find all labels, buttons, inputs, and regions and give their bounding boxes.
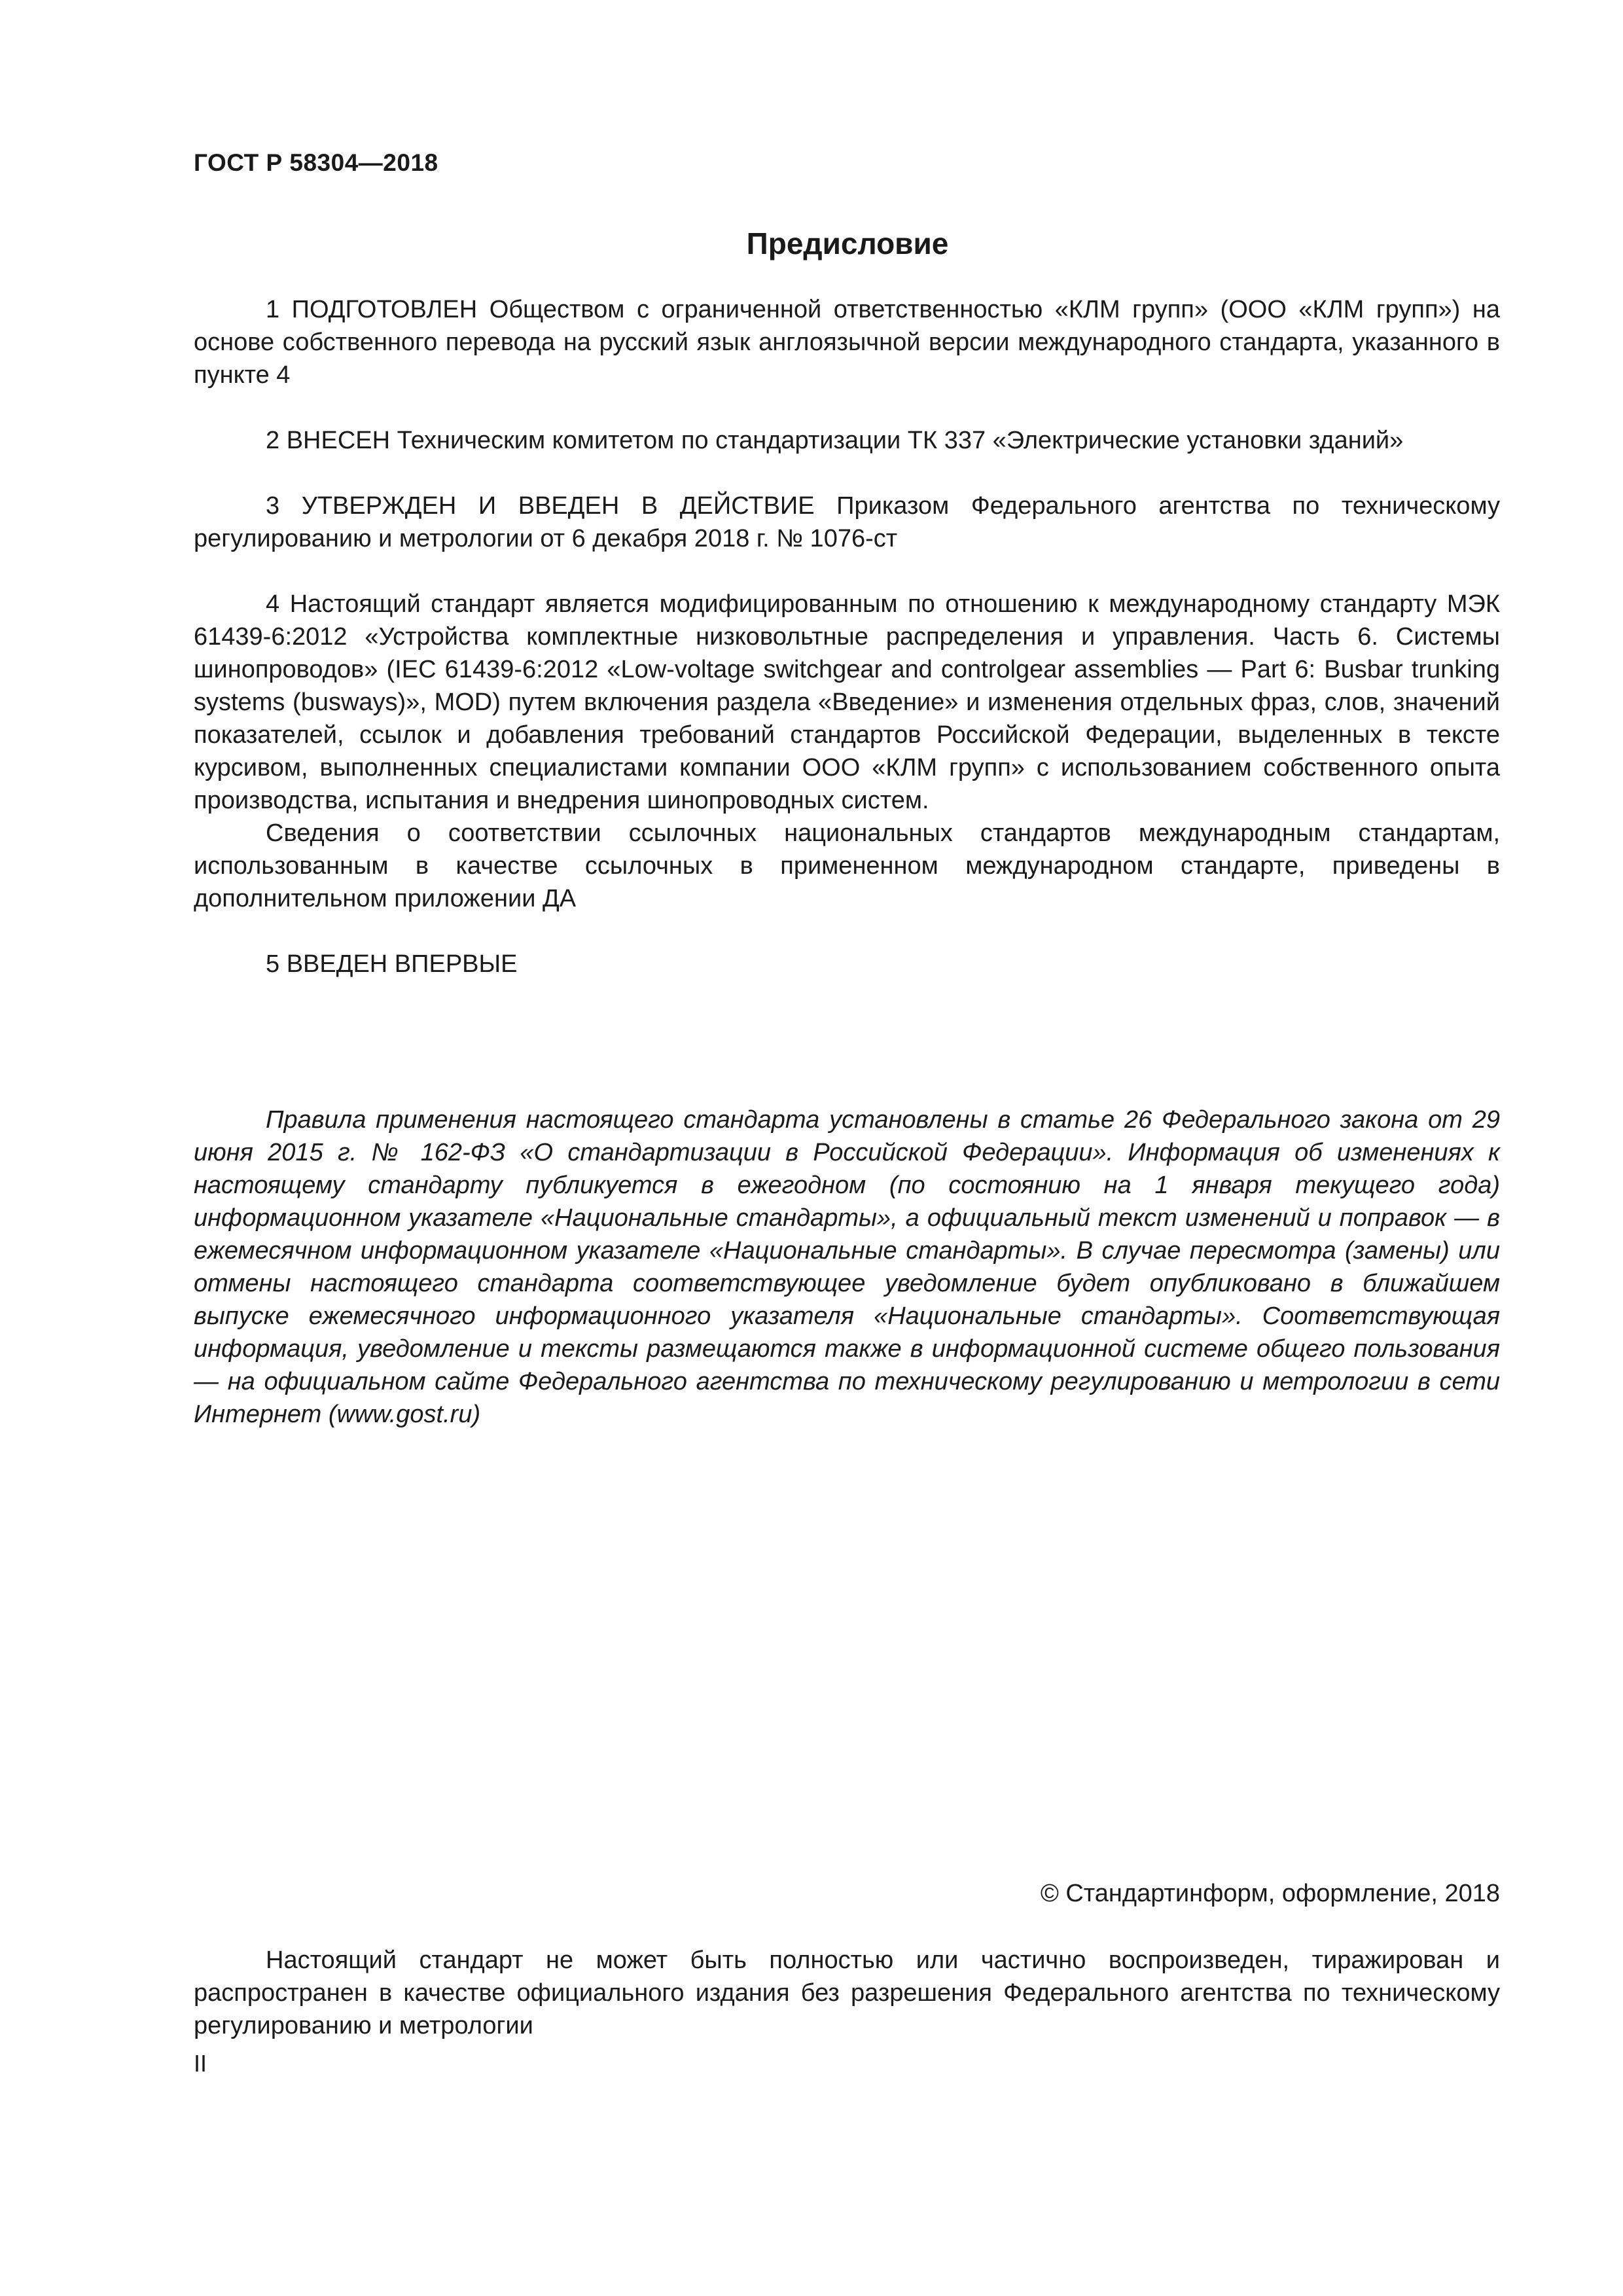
page-number: II (194, 2050, 207, 2077)
foreword-item-5: 5 ВВЕДЕН ВПЕРВЫЕ (266, 950, 518, 978)
foreword-items (194, 293, 1500, 980)
foreword-item-3: 3 УТВЕРЖДЕН И ВВЕДЕН В ДЕЙСТВИЕ Приказом Федерального агентства по техническому регулированию и метрологии от 6 декабря 2018 г. № 1076-ст (194, 492, 1500, 552)
copyright-line: © Стандартинформ, оформление, 2018 (1040, 1880, 1500, 1907)
foreword-item-1: 1 ПОДГОТОВЛЕН Обществом с ограниченной ответственностью «КЛМ групп» (ООО «КЛМ групп») на основе собственного перевода на русский язык англоязычной версии международного стандарта, указанного в пункте 4 (194, 296, 1500, 389)
application-rules-text: Правила применения настоящего стандарта установлены в статье 26 Федерального закона от 29 июня 2015 г. № 162-ФЗ «О стандартизации в Российской Федерации». Информация об изменениях к настоящему стандарту публикуется в ежегодном (по состоянию на 1 января текущего года) информационном указателе «Национальные стандарты», а официальный текст изменений и поправок — в ежемесячном информационном указателе «Национальные стандарты». В случае пересмотра (замены) или отмены настоящего стандарта соответствующее уведомление будет опубликовано в ближайшем выпуске ежемесячного информационного указателя «Национальные стандарты». Соответствующая информация, уведомление и тексты размещаются также в информационной системе общего пользования — на официальном сайте Федерального агентства по техническому регулированию и метрологии в сети Интернет (www.gost.ru) (194, 1106, 1500, 1428)
foreword-item-4-references: Сведения о соответствии ссылочных национальных стандартов международным стандартам, использованным в качестве ссылочных в примененном международном стандарте, приведены в дополнительном приложении ДА (194, 819, 1500, 912)
application-rules-notice (194, 1103, 1500, 1431)
foreword-item-2: 2 ВНЕСЕН Техническим комитетом по стандартизации ТК 337 «Электрические установки зданий» (266, 427, 1404, 454)
standard-code: ГОСТ Р 58304—2018 (194, 149, 438, 176)
foreword-item-4: 4 Настоящий стандарт является модифицированным по отношению к международному стандарту МЭК 61439-6:2012 «Устройства комплектные низковольтные распределения и управления. Часть 6. Системы шинопроводов» (IEC 61439-6:2012 «Low-voltage switchgear and controlgear assemblies — Part 6: Busbar trunking systems (busways)», MOD) путем включения раздела «Введение» и изменения отдельных фраз, слов, значений показателей, ссылок и добавления требований стандартов Российской Федерации, выделенных в тексте курсивом, выполненных специалистами компании ООО «КЛМ групп» с использованием собственного опыта производства, испытания и внедрения шинопроводных систем. (194, 590, 1500, 814)
reproduction-notice-text: Настоящий стандарт не может быть полностью или частично воспроизведен, тиражирован и распространен в качестве официального издания без разрешения Федерального агентства по техническому регулированию и метрологии (194, 1946, 1500, 2039)
reproduction-notice (194, 1944, 1500, 2042)
page-title: Предисловие (746, 226, 949, 260)
